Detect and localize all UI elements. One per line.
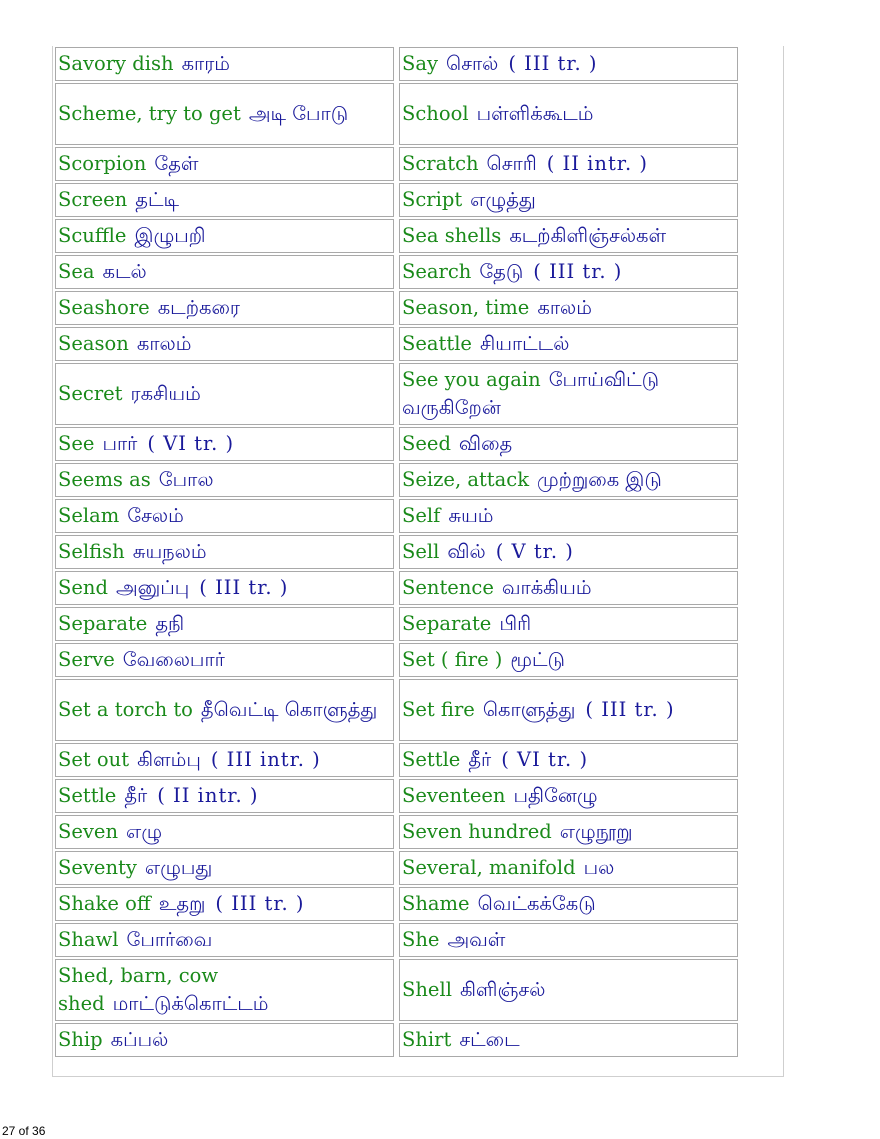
tamil-term: சொரி [486,152,537,175]
entry-cell-right [399,743,738,777]
english-term: Seventeen [402,784,506,807]
tamil-term: அவள் [447,928,506,951]
entry-text [402,466,662,494]
table-row [52,850,782,886]
entry-cell-left [55,743,394,777]
english-term: Set a torch to [58,698,193,721]
tamil-term: தீர் [124,784,148,807]
entry-cell-left [55,499,394,533]
table-row [52,958,782,1022]
table-row [52,678,782,742]
entry-cell-left [55,363,394,425]
tamil-term: வேலைபார் [122,648,225,671]
english-term: Shell [402,978,452,1001]
entry-cell-right [399,47,738,81]
entry-text [402,430,512,458]
english-term: See [58,432,95,455]
tamil-term: பதினேழு [513,784,598,807]
english-term: Scorpion [58,152,147,175]
english-term: School [402,102,469,125]
tamil-term: சேலம் [127,504,184,527]
english-term: Seven hundred [402,820,552,843]
table-row [52,922,782,958]
grammar-note: ( VI tr. ) [501,748,589,771]
entry-text [58,926,212,954]
entry-cell-right [399,499,738,533]
entry-text [402,222,666,250]
grammar-note: ( III tr. ) [215,892,305,915]
entry-cell-left [55,1023,394,1057]
entry-text [402,366,735,422]
entry-text [58,646,225,674]
entry-cell-right [399,815,738,849]
table-row [52,1022,782,1058]
table-row [52,254,782,290]
english-term: Ship [58,1028,103,1051]
entry-cell-right [399,607,738,641]
table-row [52,426,782,462]
entry-cell-right [399,363,738,425]
entry-cell-right [399,679,738,741]
entry-text [58,818,162,846]
english-term: Shame [402,892,470,915]
table-row [52,182,782,218]
tamil-term: காலம் [537,296,592,319]
entry-cell-right [399,959,738,1021]
english-term: Shed, barn, cow shed [58,964,219,1015]
tamil-term: எழுத்து [470,188,536,211]
grammar-note: ( II intr. ) [546,152,648,175]
table-row [52,326,782,362]
english-term: Seed [402,432,451,455]
english-term: Script [402,188,463,211]
entry-cell-right [399,327,738,361]
tamil-term: சுயநலம் [132,540,207,563]
english-term: Seize, attack [402,468,530,491]
table-row [52,218,782,254]
entry-cell-right [399,427,738,461]
entry-text [58,1026,168,1054]
english-term: Search [402,260,472,283]
tamil-term: எழுநூறு [559,820,633,843]
tamil-term: வாக்கியம் [501,576,592,599]
entry-text [58,100,348,128]
entry-cell-left [55,535,394,569]
tamil-term: பல [583,856,615,879]
tamil-term: முற்றுகை இடு [537,468,662,491]
table-row [52,742,782,778]
table-row [52,290,782,326]
tamil-term: ரகசியம் [130,382,201,405]
entry-cell-left [55,571,394,605]
entry-text [58,294,240,322]
grammar-note: ( III tr. ) [533,260,623,283]
entry-text [58,854,212,882]
tamil-term: வெட்கக்கேடு [477,892,596,915]
entry-text [58,430,234,458]
entry-cell-left [55,183,394,217]
tamil-term: பார் [102,432,138,455]
entry-text [402,538,574,566]
english-term: Scratch [402,152,479,175]
tamil-term: காரம் [181,52,230,75]
entry-text [402,746,588,774]
entry-cell-right [399,255,738,289]
entry-text [402,976,545,1004]
entry-text [58,782,258,810]
english-term: Season [58,332,129,355]
english-term: Seattle [402,332,472,355]
entry-text [402,502,494,530]
tamil-term: பிரி [499,612,532,635]
entry-cell-right [399,779,738,813]
entry-cell-left [55,779,394,813]
tamil-term: கிளிஞ்சல் [459,978,546,1001]
entry-cell-right [399,183,738,217]
entry-cell-right [399,463,738,497]
entry-cell-right [399,147,738,181]
entry-text [58,222,206,250]
entry-cell-right [399,643,738,677]
entry-text [58,186,179,214]
entry-cell-left [55,679,394,741]
english-term: Sentence [402,576,494,599]
english-term: Sea shells [402,224,502,247]
english-term: Seven [58,820,119,843]
tamil-term: தேள் [154,152,199,175]
entry-text [58,330,191,358]
entry-cell-left [55,255,394,289]
entry-cell-left [55,47,394,81]
entry-text [402,258,622,286]
tamil-term: வில் [447,540,486,563]
english-term: Screen [58,188,128,211]
english-term: Settle [402,748,461,771]
entry-text [402,574,592,602]
english-term: Set ( fire ) [402,648,503,671]
table-row [52,362,782,426]
entry-text [58,574,288,602]
tamil-term: போய்விட்டு வருகிறேன் [402,368,660,419]
entry-text [58,150,199,178]
grammar-note: ( VI tr. ) [147,432,235,455]
english-term: Scheme, try to get [58,102,241,125]
table-row [52,462,782,498]
entry-cell-left [55,427,394,461]
entry-text [402,186,536,214]
tamil-term: தேடு [479,260,524,283]
entry-text [402,330,569,358]
tamil-term: சொல் [446,52,499,75]
entry-cell-left [55,959,394,1021]
entry-cell-left [55,923,394,957]
english-term: Self [402,504,441,527]
table-row [52,82,782,146]
tamil-term: உதறு [158,892,206,915]
entry-text [58,746,321,774]
entry-text [58,50,230,78]
entry-text [402,294,592,322]
entry-cell-left [55,219,394,253]
english-term: Sea [58,260,95,283]
entry-text [58,890,305,918]
english-term: Selam [58,504,120,527]
english-term: Say [402,52,439,75]
entry-text [58,696,377,724]
entry-cell-left [55,83,394,145]
tamil-term: தீர் [468,748,492,771]
english-term: Savory dish [58,52,174,75]
tamil-term: கிளம்பு [137,748,201,771]
english-term: Selfish [58,540,125,563]
entry-cell-right [399,887,738,921]
english-term: Set out [58,748,130,771]
english-term: Seventy [58,856,137,879]
english-term: Send [58,576,108,599]
english-term: Seashore [58,296,150,319]
table-row [52,146,782,182]
english-term: Serve [58,648,115,671]
entry-cell-right [399,851,738,885]
english-term: See you again [402,368,541,391]
table-row [52,814,782,850]
tamil-term: கடற்கிளிஞ்சல்கள் [509,224,667,247]
entry-cell-right [399,1023,738,1057]
table-row [52,498,782,534]
entry-cell-left [55,607,394,641]
entry-text [58,466,214,494]
english-term: Shawl [58,928,119,951]
english-term: Set fire [402,698,475,721]
tamil-term: கொளுத்து [482,698,576,721]
entry-text [58,962,391,1018]
table-row [52,606,782,642]
table-row [52,886,782,922]
tamil-term: கப்பல் [110,1028,169,1051]
english-term: Sell [402,540,440,563]
table-row [52,534,782,570]
entry-cell-left [55,815,394,849]
entry-cell-left [55,851,394,885]
english-term: Shake off [58,892,151,915]
entry-text [402,50,598,78]
grammar-note: ( III tr. ) [585,698,675,721]
entry-text [58,502,184,530]
tamil-term: சுயம் [448,504,494,527]
entry-cell-left [55,147,394,181]
entry-text [58,538,207,566]
entry-cell-right [399,291,738,325]
english-term: Settle [58,784,117,807]
tamil-term: விதை [458,432,513,455]
entry-text [402,646,565,674]
entry-cell-left [55,643,394,677]
table-row [52,642,782,678]
tamil-term: தீவெட்டி கொளுத்து [200,698,378,721]
entry-cell-left [55,887,394,921]
english-term: Secret [58,382,123,405]
entry-cell-right [399,571,738,605]
entry-cell-right [399,535,738,569]
tamil-term: தநி [155,612,185,635]
tamil-term: அடி போடு [248,102,349,125]
entry-text [402,1026,520,1054]
tamil-term: சியாட்டல் [479,332,570,355]
entry-text [402,926,505,954]
tamil-term: இழுபறி [134,224,206,247]
entry-text [402,818,633,846]
tamil-term: எழுபது [144,856,213,879]
entry-text [402,854,614,882]
entry-text [402,610,531,638]
english-term: Scuffle [58,224,127,247]
grammar-note: ( III tr. ) [199,576,289,599]
entry-text [402,890,596,918]
english-term: She [402,928,440,951]
english-term: Season, time [402,296,530,319]
table-row [52,46,782,82]
tamil-term: கடற்கரை [157,296,240,319]
tamil-term: அனுப்பு [115,576,190,599]
grammar-note: ( III tr. ) [508,52,598,75]
english-term: Shirt [402,1028,452,1051]
grammar-note: ( II intr. ) [157,784,259,807]
entry-text [58,380,201,408]
english-term: Seems as [58,468,151,491]
entry-text [58,258,147,286]
tamil-term: மூட்டு [510,648,565,671]
dictionary-table [52,46,782,1058]
grammar-note: ( V tr. ) [495,540,574,563]
tamil-term: மாட்டுக்கொட்டம் [112,992,269,1015]
entry-cell-left [55,327,394,361]
entry-text [402,782,598,810]
grammar-note: ( III intr. ) [210,748,321,771]
entry-cell-right [399,83,738,145]
table-row [52,778,782,814]
tamil-term: தட்டி [135,188,179,211]
tamil-term: பள்ளிக்கூடம் [476,102,594,125]
entry-text [402,100,593,128]
table-row [52,570,782,606]
tamil-term: போர்வை [126,928,213,951]
entry-text [58,610,184,638]
entry-cell-left [55,291,394,325]
english-term: Several, manifold [402,856,576,879]
tamil-term: காலம் [136,332,192,355]
entry-text [402,696,675,724]
tamil-term: எழு [126,820,163,843]
tamil-term: போல [158,468,214,491]
entry-cell-right [399,923,738,957]
page-counter: 27 of 36 [2,1124,46,1138]
tamil-term: கடல் [102,260,147,283]
entry-cell-right [399,219,738,253]
entry-text [402,150,648,178]
english-term: Separate [58,612,148,635]
entry-cell-left [55,463,394,497]
tamil-term: சட்டை [459,1028,520,1051]
english-term: Separate [402,612,492,635]
